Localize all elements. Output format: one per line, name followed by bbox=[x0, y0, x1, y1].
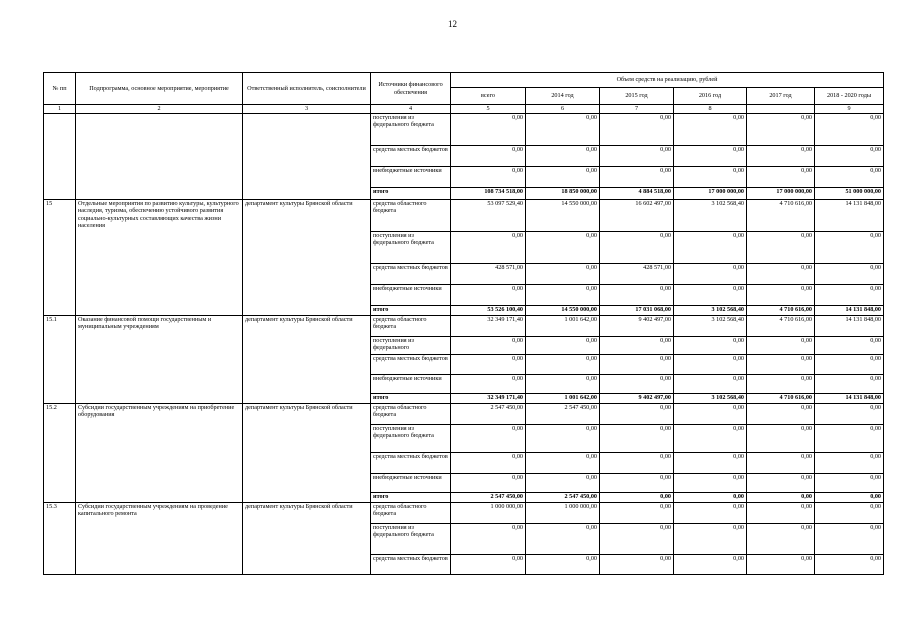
cell-source: поступления из федерального bbox=[371, 337, 451, 355]
cell-value: 3 102 568,40 bbox=[674, 316, 747, 337]
cell-value: 0,00 bbox=[747, 337, 815, 355]
cell-value: 32 349 171,40 bbox=[451, 316, 526, 337]
cell-value: 0,00 bbox=[815, 555, 884, 575]
cell-value: 0,00 bbox=[600, 355, 674, 375]
cell-value: 0,00 bbox=[674, 493, 747, 503]
cell-num: 15.2 bbox=[44, 404, 76, 503]
cell-responsible: департамент культуры Брянской области bbox=[243, 316, 371, 404]
cell-source: средства местных бюджетов bbox=[371, 453, 451, 474]
cell-value: 2 547 450,00 bbox=[451, 493, 526, 503]
cell-value: 4 710 616,00 bbox=[747, 316, 815, 337]
cell-value: 14 550 000,00 bbox=[526, 306, 600, 316]
header-subcolumn: 2017 год bbox=[747, 88, 815, 105]
cell-source: средства областного бюджета bbox=[371, 503, 451, 524]
cell-source: средства местных бюджетов bbox=[371, 264, 451, 285]
cell-value: 0,00 bbox=[526, 337, 600, 355]
table-row bbox=[44, 503, 884, 524]
cell-source: поступления из федерального бюджета bbox=[371, 425, 451, 453]
cell-value: 1 000 000,00 bbox=[526, 503, 600, 524]
cell-program: Оказание финансовой помощи государственным и муниципальным учреждениям bbox=[76, 316, 243, 404]
cell-value: 0,00 bbox=[747, 404, 815, 425]
cell-value: 0,00 bbox=[674, 524, 747, 555]
cell-value: 0,00 bbox=[747, 474, 815, 493]
cell-value: 0,00 bbox=[600, 337, 674, 355]
cell-responsible: департамент культуры Брянской области bbox=[243, 404, 371, 503]
cell-value: 0,00 bbox=[451, 375, 526, 394]
header-subcolumn: 2014 год bbox=[526, 88, 600, 105]
column-numbers-row bbox=[44, 105, 884, 114]
cell-value: 53 526 100,40 bbox=[451, 306, 526, 316]
cell-value: 0,00 bbox=[674, 453, 747, 474]
cell-value: 0,00 bbox=[747, 453, 815, 474]
cell-value: 0,00 bbox=[815, 474, 884, 493]
cell-value: 0,00 bbox=[600, 493, 674, 503]
header-responsible: Ответственный исполнитель, соисполнители bbox=[243, 73, 371, 105]
cell-value: 0,00 bbox=[747, 146, 815, 167]
cell-value: 14 131 848,00 bbox=[815, 200, 884, 232]
cell-value: 0,00 bbox=[815, 375, 884, 394]
cell-value: 0,00 bbox=[674, 474, 747, 493]
cell-value: 0,00 bbox=[747, 232, 815, 264]
cell-value: 0,00 bbox=[451, 474, 526, 493]
column-number: 4 bbox=[371, 105, 451, 114]
cell-value: 0,00 bbox=[600, 453, 674, 474]
header-subcolumn: 2018 - 2020 годы bbox=[815, 88, 884, 105]
cell-value: 0,00 bbox=[815, 167, 884, 188]
cell-value: 3 102 568,40 bbox=[674, 200, 747, 232]
cell-value: 0,00 bbox=[815, 285, 884, 306]
cell-num: 15.3 bbox=[44, 503, 76, 575]
column-number: 8 bbox=[674, 105, 747, 114]
cell-value: 1 001 642,00 bbox=[526, 316, 600, 337]
cell-value: 0,00 bbox=[815, 404, 884, 425]
cell-value: 0,00 bbox=[747, 375, 815, 394]
cell-value: 16 602 497,00 bbox=[600, 200, 674, 232]
cell-value: 0,00 bbox=[747, 493, 815, 503]
cell-value: 0,00 bbox=[815, 146, 884, 167]
cell-value: 0,00 bbox=[674, 232, 747, 264]
cell-value: 0,00 bbox=[815, 232, 884, 264]
cell-value: 0,00 bbox=[451, 232, 526, 264]
header-program: Подпрограмма, основное мероприятие, мероприятие bbox=[76, 73, 243, 105]
header-subcolumn: всего bbox=[451, 88, 526, 105]
cell-value: 0,00 bbox=[747, 285, 815, 306]
cell-value: 4 710 616,00 bbox=[747, 306, 815, 316]
cell-value: 0,00 bbox=[674, 114, 747, 146]
column-number: 2 bbox=[76, 105, 243, 114]
cell-value: 0,00 bbox=[674, 355, 747, 375]
cell-responsible: департамент культуры Брянской области bbox=[243, 503, 371, 575]
cell-value: 0,00 bbox=[451, 285, 526, 306]
cell-value: 4 710 616,00 bbox=[747, 394, 815, 404]
cell-source: итого bbox=[371, 306, 451, 316]
cell-source: внебюджетные источники bbox=[371, 167, 451, 188]
column-number: 3 bbox=[243, 105, 371, 114]
cell-source: средства местных бюджетов bbox=[371, 146, 451, 167]
column-number: 7 bbox=[600, 105, 674, 114]
cell-value: 0,00 bbox=[526, 167, 600, 188]
cell-value: 0,00 bbox=[674, 285, 747, 306]
cell-value: 108 734 518,00 bbox=[451, 188, 526, 200]
cell-value: 2 547 450,00 bbox=[526, 493, 600, 503]
cell-source: поступления из федерального бюджета bbox=[371, 232, 451, 264]
cell-program bbox=[76, 114, 243, 200]
cell-source: итого bbox=[371, 188, 451, 200]
cell-source: средства областного бюджета bbox=[371, 316, 451, 337]
cell-num: 15.1 bbox=[44, 316, 76, 404]
cell-value: 0,00 bbox=[600, 232, 674, 264]
header-num: № пп bbox=[44, 73, 76, 105]
cell-value: 0,00 bbox=[747, 524, 815, 555]
header-source: Источники финансового обеспечения bbox=[371, 73, 451, 105]
cell-value: 0,00 bbox=[526, 375, 600, 394]
cell-value: 0,00 bbox=[600, 114, 674, 146]
cell-source: итого bbox=[371, 493, 451, 503]
cell-value: 0,00 bbox=[815, 524, 884, 555]
cell-value: 0,00 bbox=[451, 146, 526, 167]
cell-value: 0,00 bbox=[815, 114, 884, 146]
cell-value: 1 000 000,00 bbox=[451, 503, 526, 524]
column-number bbox=[747, 105, 815, 114]
cell-value: 0,00 bbox=[674, 555, 747, 575]
cell-value: 9 402 497,00 bbox=[600, 316, 674, 337]
cell-source: внебюджетные источники bbox=[371, 285, 451, 306]
cell-value: 14 131 848,00 bbox=[815, 316, 884, 337]
cell-program: Субсидии государственным учреждениям на приобретение оборудования bbox=[76, 404, 243, 503]
cell-value: 14 131 848,00 bbox=[815, 394, 884, 404]
cell-value: 0,00 bbox=[526, 264, 600, 285]
cell-value: 0,00 bbox=[600, 285, 674, 306]
cell-value: 0,00 bbox=[674, 425, 747, 453]
cell-value: 3 102 568,40 bbox=[674, 394, 747, 404]
cell-value: 3 102 568,40 bbox=[674, 306, 747, 316]
cell-value: 0,00 bbox=[451, 167, 526, 188]
cell-num bbox=[44, 114, 76, 200]
table-body bbox=[44, 114, 884, 575]
cell-value: 4 884 518,00 bbox=[600, 188, 674, 200]
cell-source: средства областного бюджета bbox=[371, 200, 451, 232]
cell-value: 0,00 bbox=[526, 146, 600, 167]
cell-program: Субсидии государственным учреждениям на проведение капитального ремонта bbox=[76, 503, 243, 575]
table-row bbox=[44, 404, 884, 425]
cell-value: 18 850 000,00 bbox=[526, 188, 600, 200]
cell-value: 0,00 bbox=[451, 555, 526, 575]
cell-source: поступления из федерального бюджета bbox=[371, 114, 451, 146]
cell-value: 9 402 497,00 bbox=[600, 394, 674, 404]
column-number: 1 bbox=[44, 105, 76, 114]
cell-value: 0,00 bbox=[674, 404, 747, 425]
cell-source: внебюджетные источники bbox=[371, 375, 451, 394]
cell-value: 0,00 bbox=[600, 474, 674, 493]
cell-source: средства местных бюджетов bbox=[371, 555, 451, 575]
cell-value: 0,00 bbox=[451, 114, 526, 146]
cell-source: средства местных бюджетов bbox=[371, 355, 451, 375]
cell-value: 2 547 450,00 bbox=[526, 404, 600, 425]
cell-value: 0,00 bbox=[815, 453, 884, 474]
cell-value: 4 710 616,00 bbox=[747, 200, 815, 232]
cell-value: 0,00 bbox=[815, 425, 884, 453]
cell-value: 0,00 bbox=[747, 425, 815, 453]
table-row bbox=[44, 200, 884, 232]
page-number: 12 bbox=[448, 19, 457, 29]
cell-value: 14 131 848,00 bbox=[815, 306, 884, 316]
cell-value: 0,00 bbox=[600, 425, 674, 453]
cell-value: 0,00 bbox=[526, 474, 600, 493]
cell-value: 14 550 000,00 bbox=[526, 200, 600, 232]
cell-value: 0,00 bbox=[526, 114, 600, 146]
cell-value: 51 000 000,00 bbox=[815, 188, 884, 200]
cell-value: 0,00 bbox=[674, 146, 747, 167]
cell-value: 428 571,00 bbox=[600, 264, 674, 285]
funding-table bbox=[43, 72, 884, 575]
column-number: 5 bbox=[451, 105, 526, 114]
cell-value: 0,00 bbox=[600, 524, 674, 555]
cell-value: 1 001 642,00 bbox=[526, 394, 600, 404]
cell-value: 0,00 bbox=[600, 146, 674, 167]
cell-value: 0,00 bbox=[747, 167, 815, 188]
cell-value: 32 349 171,40 bbox=[451, 394, 526, 404]
cell-value: 0,00 bbox=[451, 453, 526, 474]
cell-value: 17 031 068,00 bbox=[600, 306, 674, 316]
cell-value: 0,00 bbox=[815, 264, 884, 285]
cell-value: 0,00 bbox=[526, 425, 600, 453]
cell-value: 17 000 000,00 bbox=[674, 188, 747, 200]
cell-value: 0,00 bbox=[674, 337, 747, 355]
cell-program: Отдельные мероприятия по развитию культуры, культурного наследия, туризма, обеспечению устойчивого развития социально-культурных составляющих качества жизни населения bbox=[76, 200, 243, 316]
cell-value: 428 571,00 bbox=[451, 264, 526, 285]
cell-responsible: департамент культуры Брянской области bbox=[243, 200, 371, 316]
table-row bbox=[44, 316, 884, 337]
cell-value: 0,00 bbox=[526, 355, 600, 375]
cell-value: 0,00 bbox=[674, 503, 747, 524]
cell-source: внебюджетные источники bbox=[371, 474, 451, 493]
cell-value: 0,00 bbox=[526, 453, 600, 474]
header-subcolumn: 2015 год bbox=[600, 88, 674, 105]
cell-value: 0,00 bbox=[600, 167, 674, 188]
cell-source: итого bbox=[371, 394, 451, 404]
cell-num: 15 bbox=[44, 200, 76, 316]
cell-value: 0,00 bbox=[815, 503, 884, 524]
cell-value: 0,00 bbox=[747, 264, 815, 285]
cell-source: поступления из федерального бюджета bbox=[371, 524, 451, 555]
cell-value: 0,00 bbox=[747, 503, 815, 524]
column-number: 6 bbox=[526, 105, 600, 114]
cell-value: 0,00 bbox=[526, 555, 600, 575]
cell-value: 0,00 bbox=[674, 264, 747, 285]
table-row bbox=[44, 114, 884, 146]
cell-value: 0,00 bbox=[747, 355, 815, 375]
cell-value: 0,00 bbox=[526, 524, 600, 555]
cell-value: 53 097 529,40 bbox=[451, 200, 526, 232]
cell-value: 0,00 bbox=[815, 355, 884, 375]
cell-responsible bbox=[243, 114, 371, 200]
cell-value: 0,00 bbox=[674, 375, 747, 394]
cell-value: 0,00 bbox=[747, 114, 815, 146]
cell-value: 0,00 bbox=[815, 493, 884, 503]
cell-value: 0,00 bbox=[451, 355, 526, 375]
cell-source: средства областного бюджета bbox=[371, 404, 451, 425]
cell-value: 17 000 000,00 bbox=[747, 188, 815, 200]
cell-value: 0,00 bbox=[526, 232, 600, 264]
cell-value: 0,00 bbox=[600, 404, 674, 425]
cell-value: 0,00 bbox=[600, 503, 674, 524]
header-subcolumn: 2016 год bbox=[674, 88, 747, 105]
cell-value: 0,00 bbox=[815, 337, 884, 355]
cell-value: 0,00 bbox=[451, 425, 526, 453]
cell-value: 0,00 bbox=[451, 524, 526, 555]
column-number: 9 bbox=[815, 105, 884, 114]
cell-value: 0,00 bbox=[526, 285, 600, 306]
cell-value: 0,00 bbox=[747, 555, 815, 575]
cell-value: 0,00 bbox=[674, 167, 747, 188]
cell-value: 0,00 bbox=[600, 555, 674, 575]
cell-value: 2 547 450,00 bbox=[451, 404, 526, 425]
cell-value: 0,00 bbox=[451, 337, 526, 355]
header-volume: Объем средств на реализацию, рублей bbox=[451, 73, 884, 88]
cell-value: 0,00 bbox=[600, 375, 674, 394]
